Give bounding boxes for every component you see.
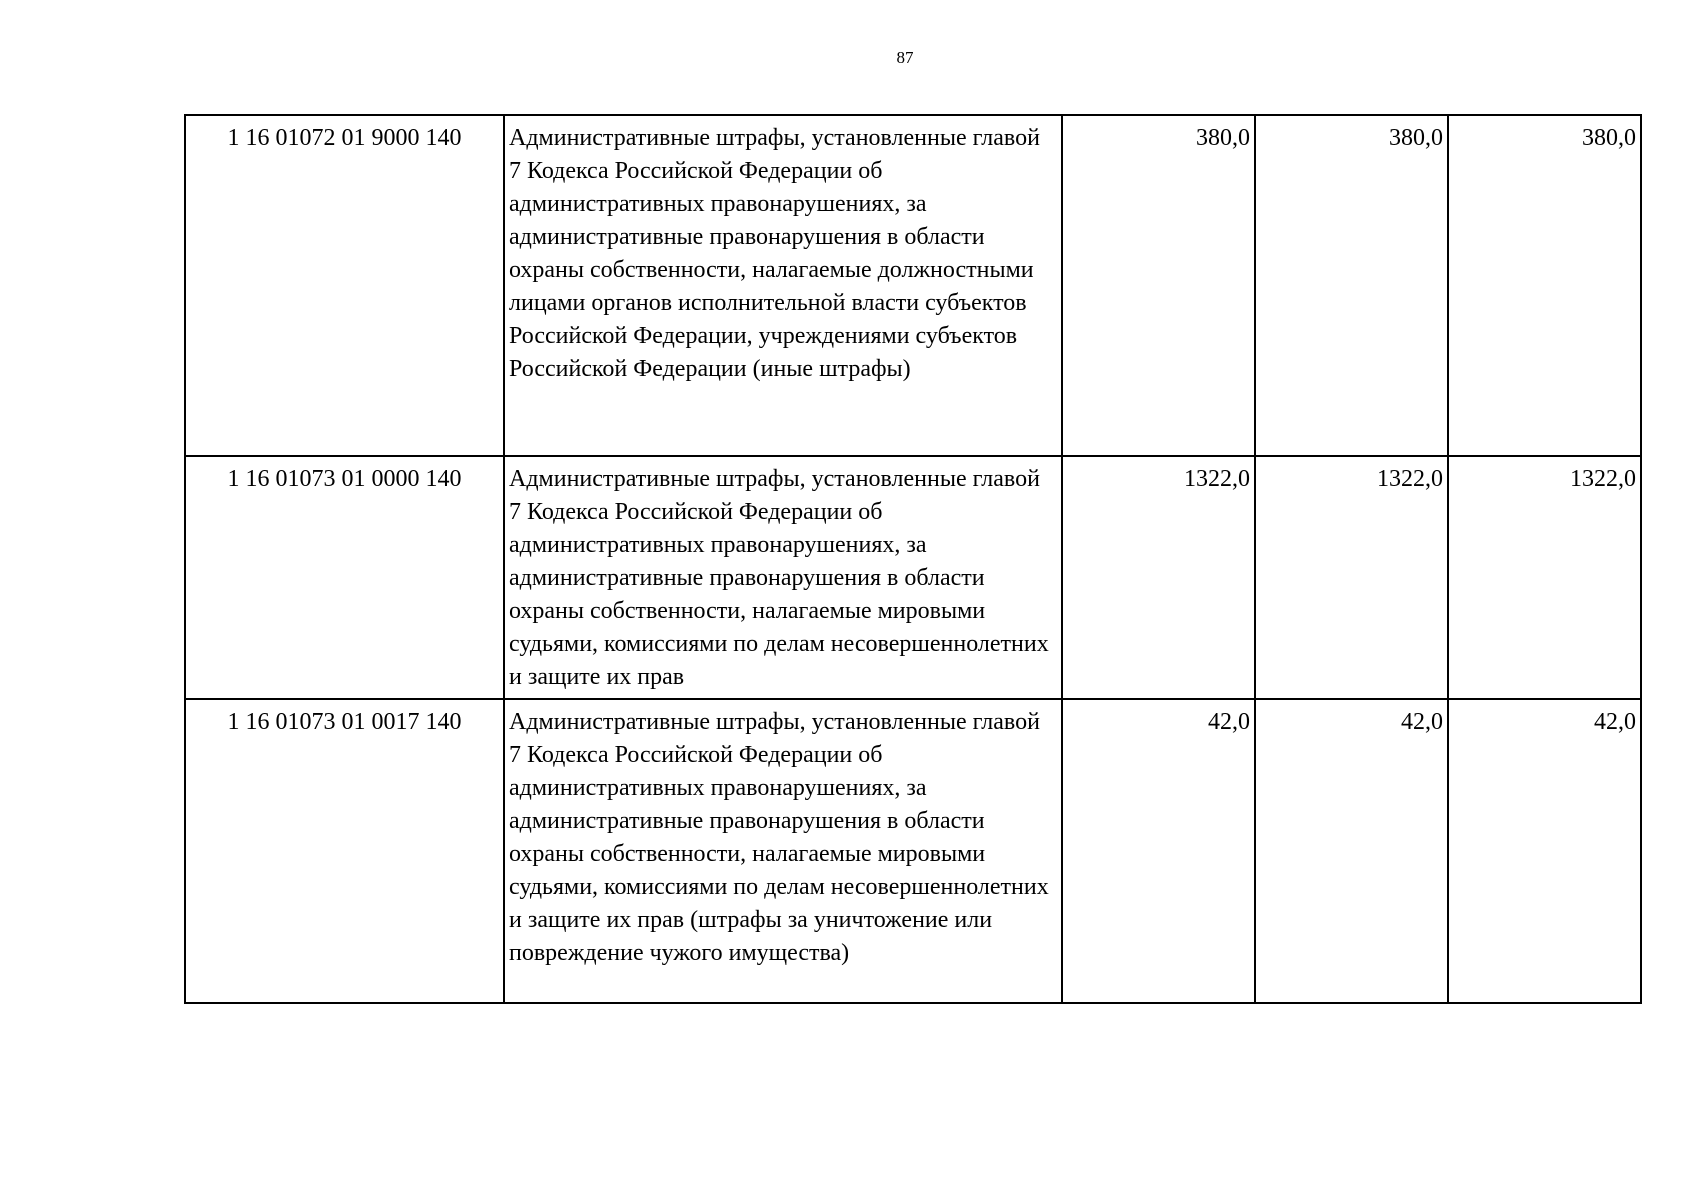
value-cell-2: 42,0 bbox=[1255, 699, 1448, 1003]
page-number: 87 bbox=[896, 48, 914, 67]
value-cell-1: 42,0 bbox=[1062, 699, 1255, 1003]
budget-code-cell: 1 16 01073 01 0017 140 bbox=[185, 699, 504, 1003]
description-cell: Административные штрафы, установленные главой 7 Кодекса Российской Федерации об административных правонарушениях, за административные правонарушения в области охраны собственности, налагаемые мировыми судьями, комиссиями по делам несовершеннолетних и защите их прав (штрафы за уничтожение или повреждение чужого имущества) bbox=[504, 699, 1062, 1003]
revenue-table-body bbox=[185, 115, 1641, 1003]
budget-code-cell: 1 16 01073 01 0000 140 bbox=[185, 456, 504, 699]
description-cell: Административные штрафы, установленные главой 7 Кодекса Российской Федерации об административных правонарушениях, за административные правонарушения в области охраны собственности, налагаемые мировыми судьями, комиссиями по делам несовершеннолетних и защите их прав bbox=[504, 456, 1062, 699]
value-cell-3: 1322,0 bbox=[1448, 456, 1641, 699]
table-row bbox=[185, 699, 1641, 1003]
value-cell-1: 380,0 bbox=[1062, 115, 1255, 456]
budget-code-cell: 1 16 01072 01 9000 140 bbox=[185, 115, 504, 456]
value-cell-2: 1322,0 bbox=[1255, 456, 1448, 699]
value-cell-2: 380,0 bbox=[1255, 115, 1448, 456]
value-cell-3: 42,0 bbox=[1448, 699, 1641, 1003]
table-row bbox=[185, 456, 1641, 699]
value-cell-3: 380,0 bbox=[1448, 115, 1641, 456]
value-cell-1: 1322,0 bbox=[1062, 456, 1255, 699]
revenue-table bbox=[184, 114, 1642, 1004]
description-cell: Административные штрафы, установленные главой 7 Кодекса Российской Федерации об административных правонарушениях, за административные правонарушения в области охраны собственности, налагаемые должностными лицами органов исполнительной власти субъектов Российской Федерации, учреждениями субъектов Российской Федерации (иные штрафы) bbox=[504, 115, 1062, 456]
table-row bbox=[185, 115, 1641, 456]
